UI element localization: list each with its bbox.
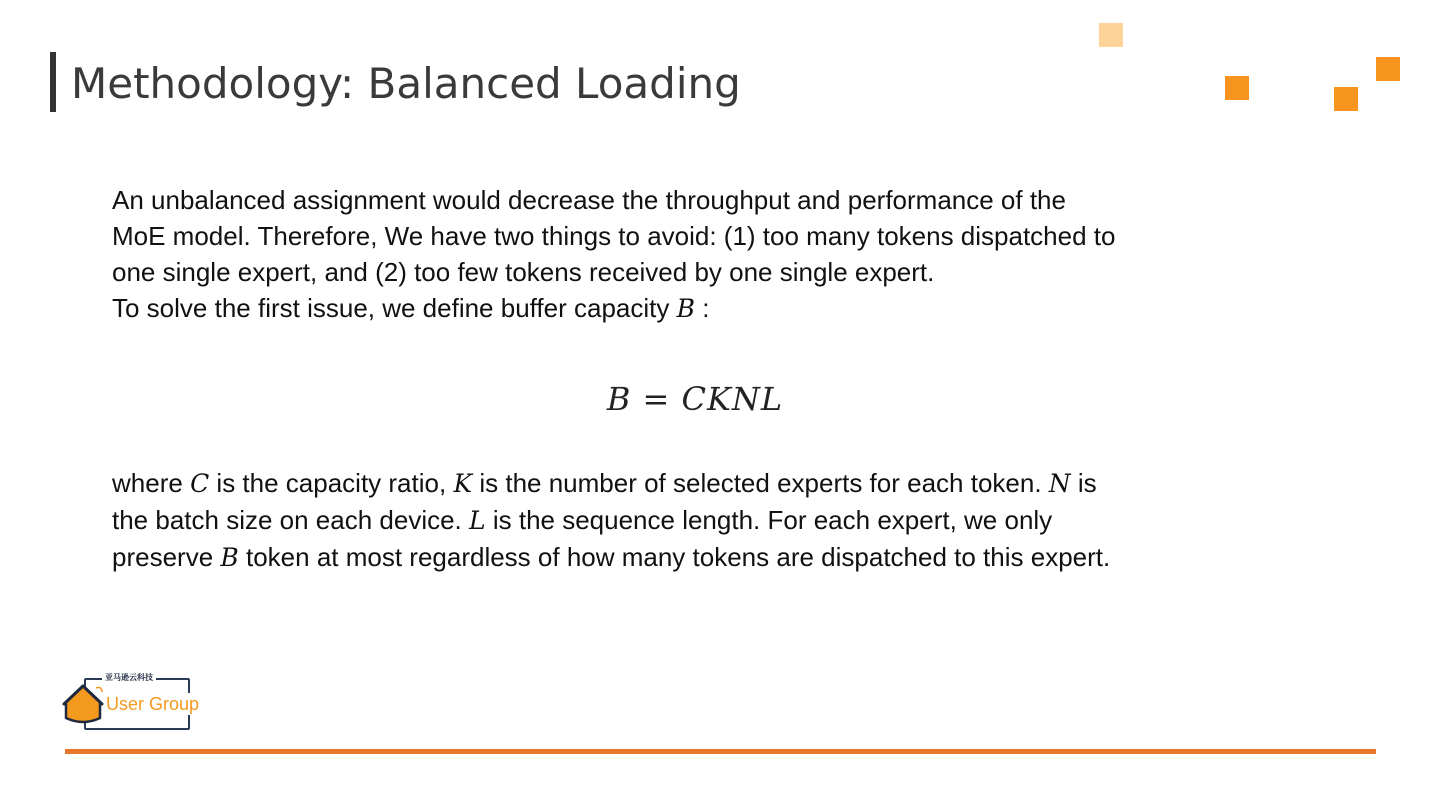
title-accent-bar — [50, 52, 56, 112]
text-fragment: where — [112, 468, 183, 498]
explanation-paragraph — [112, 465, 1312, 576]
text-fragment: is — [1070, 468, 1097, 498]
text-fragment: token at most regardless of how many tokens are dispatched to this expert. — [238, 542, 1111, 572]
math-variable-l: L — [469, 506, 486, 535]
decorative-square — [1376, 57, 1400, 81]
math-variable-c: C — [190, 469, 210, 498]
logo-top-text: 亚马逊云科技 — [102, 672, 156, 684]
text-fragment: : — [694, 293, 710, 323]
logo-text: User Group — [106, 694, 200, 714]
paragraph-line — [112, 465, 1312, 502]
text-fragment: is the capacity ratio, — [209, 468, 447, 498]
decorative-square — [1099, 23, 1123, 47]
paragraph-line: one single expert, and (2) too few tokens received by one single expert. — [112, 257, 935, 287]
paragraph-line — [112, 539, 1312, 576]
math-variable-b: B — [676, 294, 695, 323]
paragraph-line: MoE model. Therefore, We have two things to avoid: (1) too many tokens dispatched to — [112, 221, 1116, 251]
decorative-square — [1225, 76, 1249, 100]
user-group-logo — [62, 672, 212, 734]
slide-title: Methodology: Balanced Loading — [71, 59, 741, 108]
paragraph-line: An unbalanced assignment would decrease the throughput and performance of the — [112, 185, 1066, 215]
text-fragment: To solve the first issue, we define buffer capacity — [112, 293, 670, 323]
text-fragment: preserve — [112, 542, 214, 572]
math-variable-b: B — [220, 543, 239, 572]
paragraph-line — [112, 502, 1312, 539]
math-variable-n: N — [1048, 469, 1071, 498]
house-icon — [62, 680, 106, 724]
intro-paragraph — [112, 182, 1312, 327]
text-fragment: is the sequence length. For each expert, we only — [485, 505, 1053, 535]
paragraph-line — [112, 290, 1312, 327]
math-variable-k: K — [453, 469, 473, 498]
decorative-square — [1334, 87, 1358, 111]
text-fragment: is the number of selected experts for each token. — [472, 468, 1042, 498]
text-fragment: the batch size on each device. — [112, 505, 462, 535]
footer-rule — [65, 749, 1376, 754]
capacity-equation: B = CKNL — [606, 380, 784, 418]
